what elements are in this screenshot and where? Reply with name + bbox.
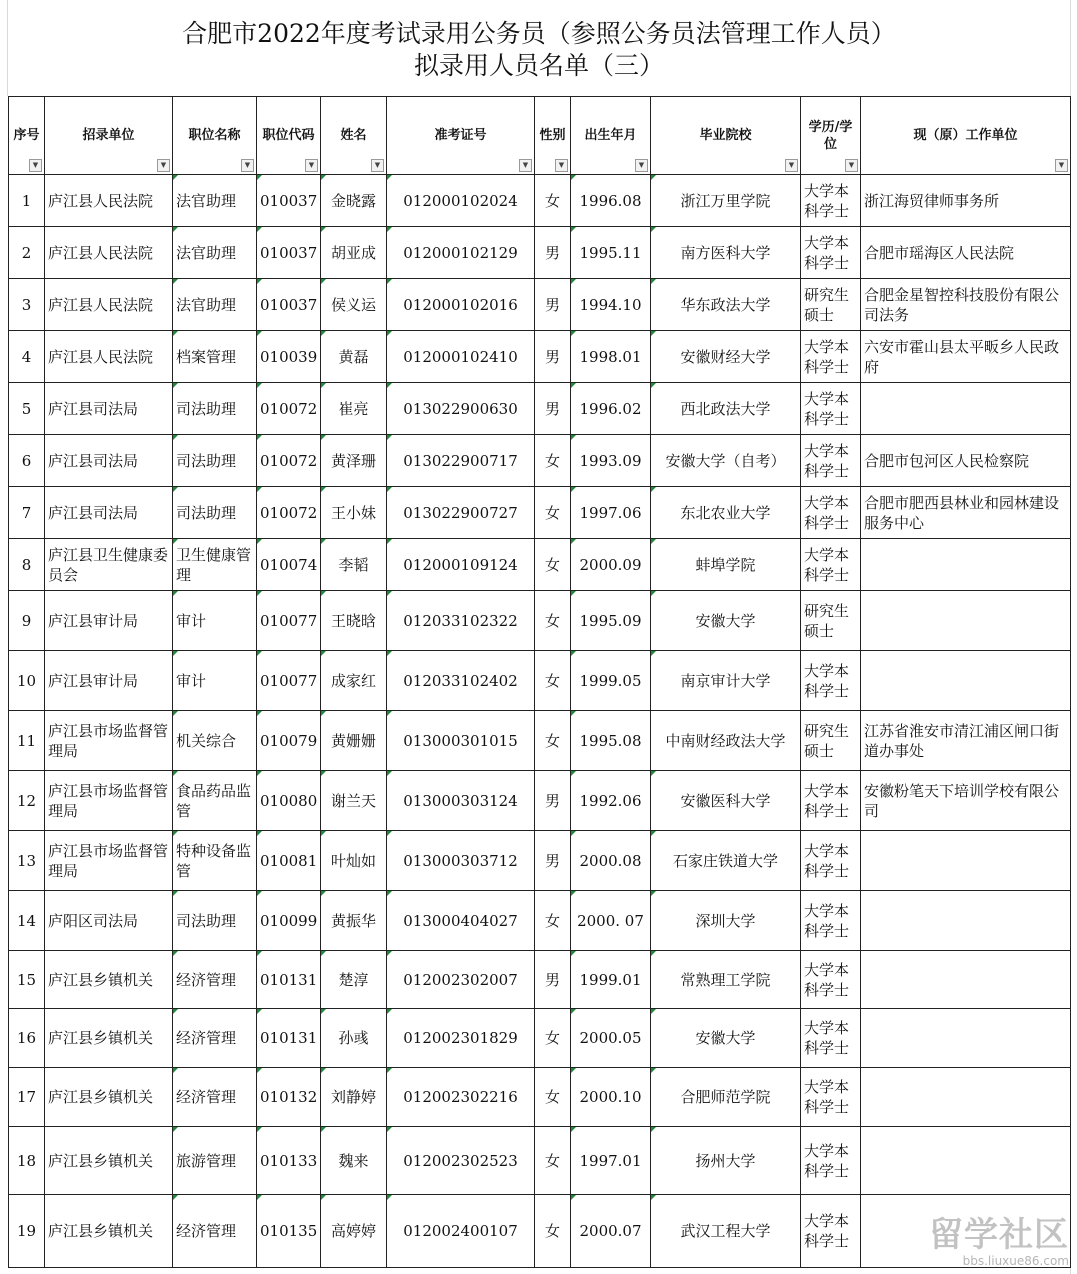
cell-degree: 大学本科学士 <box>801 1009 861 1068</box>
cell-index: 17 <box>9 1068 45 1127</box>
filter-dropdown-arrow-icon[interactable]: ▼ <box>519 159 532 172</box>
table-row <box>9 891 1071 951</box>
cell-name: 楚淳 <box>321 951 387 1009</box>
cell-birth: 1999.01 <box>571 951 651 1009</box>
cell-gender: 女 <box>535 1009 571 1068</box>
cell-position: 法官助理 <box>173 175 257 227</box>
cell-birth: 1992.06 <box>571 771 651 831</box>
table-row <box>9 227 1071 279</box>
cell-position: 档案管理 <box>173 331 257 383</box>
cell-workplace: 合肥市包河区人民检察院 <box>861 435 1071 487</box>
cell-gender: 男 <box>535 383 571 435</box>
table-row <box>9 651 1071 711</box>
cell-unit: 庐江县人民法院 <box>45 279 173 331</box>
cell-position: 法官助理 <box>173 227 257 279</box>
cell-degree: 大学本科学士 <box>801 831 861 891</box>
cell-index: 16 <box>9 1009 45 1068</box>
cell-position: 食品药品监管 <box>173 771 257 831</box>
table-row <box>9 771 1071 831</box>
cell-index: 10 <box>9 651 45 711</box>
cell-exam-id: 012000109124 <box>387 539 535 591</box>
cell-workplace <box>861 831 1071 891</box>
cell-workplace <box>861 591 1071 651</box>
cell-name: 孙彧 <box>321 1009 387 1068</box>
cell-exam-id: 012000102016 <box>387 279 535 331</box>
table-row <box>9 331 1071 383</box>
cell-degree: 大学本科学士 <box>801 891 861 951</box>
cell-school: 扬州大学 <box>651 1127 801 1195</box>
cell-gender: 男 <box>535 279 571 331</box>
cell-birth: 2000.09 <box>571 539 651 591</box>
cell-degree: 大学本科学士 <box>801 1068 861 1127</box>
cell-exam-id: 013000303124 <box>387 771 535 831</box>
cell-workplace: 江苏省淮安市清江浦区闸口街道办事处 <box>861 711 1071 771</box>
cell-gender: 女 <box>535 1127 571 1195</box>
filter-dropdown-arrow-icon[interactable]: ▼ <box>305 159 318 172</box>
header-row <box>9 97 1071 175</box>
table-row <box>9 175 1071 227</box>
cell-name: 叶灿如 <box>321 831 387 891</box>
cell-index: 5 <box>9 383 45 435</box>
cell-exam-id: 012000102024 <box>387 175 535 227</box>
cell-gender: 男 <box>535 831 571 891</box>
header-label: 学历/学位 <box>808 119 853 152</box>
cell-gender: 女 <box>535 487 571 539</box>
cell-name: 侯义运 <box>321 279 387 331</box>
cell-exam-id: 012000102410 <box>387 331 535 383</box>
cell-unit: 庐江县审计局 <box>45 591 173 651</box>
cell-gender: 女 <box>535 591 571 651</box>
header-label: 招录单位 <box>82 128 135 143</box>
cell-degree: 大学本科学士 <box>801 435 861 487</box>
cell-name: 胡亚成 <box>321 227 387 279</box>
cell-degree: 大学本科学士 <box>801 539 861 591</box>
cell-school: 武汉工程大学 <box>651 1195 801 1268</box>
cell-code: 010072 <box>257 487 321 539</box>
cell-index: 2 <box>9 227 45 279</box>
header-col-exam-id <box>387 97 535 175</box>
cell-birth: 1995.08 <box>571 711 651 771</box>
header-col-name <box>321 97 387 175</box>
cell-code: 010079 <box>257 711 321 771</box>
cell-unit: 庐江县人民法院 <box>45 331 173 383</box>
cell-name: 金晓露 <box>321 175 387 227</box>
cell-workplace: 安徽粉笔天下培训学校有限公司 <box>861 771 1071 831</box>
cell-code: 010131 <box>257 951 321 1009</box>
cell-school: 南方医科大学 <box>651 227 801 279</box>
cell-index: 11 <box>9 711 45 771</box>
cell-school: 安徽医科大学 <box>651 771 801 831</box>
cell-name: 李韬 <box>321 539 387 591</box>
cell-degree: 大学本科学士 <box>801 1195 861 1268</box>
cell-school: 石家庄铁道大学 <box>651 831 801 891</box>
cell-unit: 庐江县乡镇机关 <box>45 1068 173 1127</box>
table-row <box>9 951 1071 1009</box>
cell-school: 南京审计大学 <box>651 651 801 711</box>
header-col-unit <box>45 97 173 175</box>
title-line-2: 拟录用人员名单（三） <box>413 51 664 80</box>
cell-unit: 庐江县市场监督管理局 <box>45 771 173 831</box>
header-col-degree <box>801 97 861 175</box>
cell-birth: 1995.09 <box>571 591 651 651</box>
cell-school: 安徽大学（自考） <box>651 435 801 487</box>
header-col-index <box>9 97 45 175</box>
cell-gender: 男 <box>535 331 571 383</box>
cell-index: 13 <box>9 831 45 891</box>
cell-name: 谢兰天 <box>321 771 387 831</box>
cell-workplace: 六安市霍山县太平畈乡人民政府 <box>861 331 1071 383</box>
cell-workplace: 合肥市瑶海区人民法院 <box>861 227 1071 279</box>
cell-index: 4 <box>9 331 45 383</box>
cell-birth: 2000.10 <box>571 1068 651 1127</box>
cell-code: 010037 <box>257 279 321 331</box>
table-row <box>9 435 1071 487</box>
cell-name: 王小妹 <box>321 487 387 539</box>
cell-school: 浙江万里学院 <box>651 175 801 227</box>
cell-gender: 女 <box>535 711 571 771</box>
filter-dropdown-arrow-icon[interactable]: ▼ <box>371 159 384 172</box>
cell-gender: 女 <box>535 1195 571 1268</box>
cell-birth: 1995.11 <box>571 227 651 279</box>
cell-code: 010133 <box>257 1127 321 1195</box>
table-row <box>9 831 1071 891</box>
cell-exam-id: 013022900717 <box>387 435 535 487</box>
cell-birth: 2000. 07 <box>571 891 651 951</box>
header-label: 姓名 <box>340 128 367 143</box>
cell-school: 西北政法大学 <box>651 383 801 435</box>
cell-position: 旅游管理 <box>173 1127 257 1195</box>
cell-birth: 1993.09 <box>571 435 651 487</box>
cell-school: 常熟理工学院 <box>651 951 801 1009</box>
cell-workplace <box>861 891 1071 951</box>
cell-school: 安徽财经大学 <box>651 331 801 383</box>
cell-exam-id: 012033102322 <box>387 591 535 651</box>
header-label: 职位名称 <box>188 128 241 143</box>
cell-exam-id: 012033102402 <box>387 651 535 711</box>
table-row <box>9 1195 1071 1268</box>
cell-degree: 大学本科学士 <box>801 331 861 383</box>
cell-code: 010099 <box>257 891 321 951</box>
cell-code: 010074 <box>257 539 321 591</box>
cell-unit: 庐江县乡镇机关 <box>45 1195 173 1268</box>
cell-school: 中南财经政法大学 <box>651 711 801 771</box>
cell-birth: 1996.08 <box>571 175 651 227</box>
header-col-birth <box>571 97 651 175</box>
filter-dropdown-arrow-icon[interactable]: ▼ <box>1055 159 1068 172</box>
filter-dropdown-arrow-icon[interactable]: ▼ <box>241 159 254 172</box>
cell-exam-id: 012002302523 <box>387 1127 535 1195</box>
cell-position: 经济管理 <box>173 951 257 1009</box>
header-label: 毕业院校 <box>699 128 752 143</box>
cell-workplace <box>861 1068 1071 1127</box>
watermark-url: bbs.liuxue86.com <box>962 1254 1069 1268</box>
cell-workplace <box>861 383 1071 435</box>
cell-birth: 1997.01 <box>571 1127 651 1195</box>
cell-code: 010072 <box>257 435 321 487</box>
table-row <box>9 539 1071 591</box>
cell-degree: 研究生硕士 <box>801 711 861 771</box>
cell-birth: 2000.07 <box>571 1195 651 1268</box>
table-row <box>9 279 1071 331</box>
cell-birth: 1998.01 <box>571 331 651 383</box>
watermark <box>929 1216 1069 1268</box>
cell-school: 深圳大学 <box>651 891 801 951</box>
cell-index: 9 <box>9 591 45 651</box>
filter-dropdown-arrow-icon[interactable]: ▼ <box>635 159 648 172</box>
filter-dropdown-arrow-icon[interactable]: ▼ <box>29 159 42 172</box>
cell-name: 刘静婷 <box>321 1068 387 1127</box>
table-row <box>9 1009 1071 1068</box>
cell-degree: 研究生硕士 <box>801 591 861 651</box>
cell-degree: 大学本科学士 <box>801 175 861 227</box>
header-col-position <box>173 97 257 175</box>
cell-school: 东北农业大学 <box>651 487 801 539</box>
cell-workplace <box>861 1127 1071 1195</box>
cell-workplace <box>861 951 1071 1009</box>
cell-degree: 大学本科学士 <box>801 487 861 539</box>
cell-name: 魏来 <box>321 1127 387 1195</box>
cell-gender: 女 <box>535 435 571 487</box>
cell-workplace <box>861 539 1071 591</box>
cell-position: 卫生健康管理 <box>173 539 257 591</box>
cell-gender: 女 <box>535 539 571 591</box>
cell-degree: 大学本科学士 <box>801 951 861 1009</box>
cell-position: 审计 <box>173 591 257 651</box>
cell-index: 18 <box>9 1127 45 1195</box>
cell-unit: 庐阳区司法局 <box>45 891 173 951</box>
cell-position: 机关综合 <box>173 711 257 771</box>
cell-gender: 女 <box>535 891 571 951</box>
cell-index: 6 <box>9 435 45 487</box>
cell-degree: 大学本科学士 <box>801 771 861 831</box>
cell-school: 安徽大学 <box>651 1009 801 1068</box>
cell-exam-id: 013000301015 <box>387 711 535 771</box>
cell-birth: 2000.08 <box>571 831 651 891</box>
header-label: 序号 <box>13 128 40 143</box>
cell-code: 010081 <box>257 831 321 891</box>
cell-gender: 女 <box>535 1068 571 1127</box>
header-label: 性别 <box>539 128 566 143</box>
cell-code: 010037 <box>257 175 321 227</box>
cell-birth: 1996.02 <box>571 383 651 435</box>
cell-workplace <box>861 1009 1071 1068</box>
cell-name: 黄泽珊 <box>321 435 387 487</box>
cell-name: 崔亮 <box>321 383 387 435</box>
cell-birth: 2000.05 <box>571 1009 651 1068</box>
table-row <box>9 1127 1071 1195</box>
cell-code: 010131 <box>257 1009 321 1068</box>
cell-unit: 庐江县审计局 <box>45 651 173 711</box>
cell-position: 审计 <box>173 651 257 711</box>
cell-workplace: 浙江海贸律师事务所 <box>861 175 1071 227</box>
cell-exam-id: 013000303712 <box>387 831 535 891</box>
cell-position: 经济管理 <box>173 1195 257 1268</box>
cell-unit: 庐江县市场监督管理局 <box>45 831 173 891</box>
cell-workplace: 合肥市肥西县林业和园林建设服务中心 <box>861 487 1071 539</box>
cell-name: 王晓晗 <box>321 591 387 651</box>
cell-gender: 女 <box>535 651 571 711</box>
filter-dropdown-arrow-icon[interactable]: ▼ <box>555 159 568 172</box>
filter-dropdown-arrow-icon[interactable]: ▼ <box>785 159 798 172</box>
table-row <box>9 487 1071 539</box>
cell-code: 010037 <box>257 227 321 279</box>
cell-position: 法官助理 <box>173 279 257 331</box>
cell-name: 高婷婷 <box>321 1195 387 1268</box>
cell-code: 010077 <box>257 591 321 651</box>
cell-unit: 庐江县乡镇机关 <box>45 1009 173 1068</box>
cell-index: 1 <box>9 175 45 227</box>
cell-code: 010080 <box>257 771 321 831</box>
cell-unit: 庐江县卫生健康委员会 <box>45 539 173 591</box>
cell-name: 成家红 <box>321 651 387 711</box>
header-label: 现（原）工作单位 <box>913 128 1018 143</box>
cell-unit: 庐江县司法局 <box>45 487 173 539</box>
table-row <box>9 1068 1071 1127</box>
cell-degree: 大学本科学士 <box>801 383 861 435</box>
cell-exam-id: 013022900727 <box>387 487 535 539</box>
filter-dropdown-arrow-icon[interactable]: ▼ <box>157 159 170 172</box>
cell-position: 司法助理 <box>173 383 257 435</box>
cell-birth: 1994.10 <box>571 279 651 331</box>
table-body <box>9 175 1071 1268</box>
cell-name: 黄磊 <box>321 331 387 383</box>
cell-workplace: 合肥金星智控科技股份有限公司法务 <box>861 279 1071 331</box>
cell-unit: 庐江县市场监督管理局 <box>45 711 173 771</box>
cell-index: 7 <box>9 487 45 539</box>
cell-workplace <box>861 651 1071 711</box>
cell-unit: 庐江县乡镇机关 <box>45 1127 173 1195</box>
cell-index: 8 <box>9 539 45 591</box>
cell-exam-id: 012002302216 <box>387 1068 535 1127</box>
cell-gender: 男 <box>535 771 571 831</box>
cell-gender: 女 <box>535 175 571 227</box>
cell-birth: 1999.05 <box>571 651 651 711</box>
cell-position: 经济管理 <box>173 1009 257 1068</box>
cell-unit: 庐江县乡镇机关 <box>45 951 173 1009</box>
document-title <box>8 18 1070 82</box>
cell-position: 司法助理 <box>173 891 257 951</box>
table-row <box>9 383 1071 435</box>
cell-position: 经济管理 <box>173 1068 257 1127</box>
cell-exam-id: 012002400107 <box>387 1195 535 1268</box>
cell-index: 19 <box>9 1195 45 1268</box>
cell-position: 特种设备监管 <box>173 831 257 891</box>
header-label: 准考证号 <box>434 128 487 143</box>
cell-name: 黄振华 <box>321 891 387 951</box>
cell-index: 3 <box>9 279 45 331</box>
cell-exam-id: 012002301829 <box>387 1009 535 1068</box>
title-line-1: 合肥市2022年度考试录用公务员（参照公务员法管理工作人员） <box>182 19 896 48</box>
cell-school: 蚌埠学院 <box>651 539 801 591</box>
cell-code: 010135 <box>257 1195 321 1268</box>
cell-degree: 大学本科学士 <box>801 1127 861 1195</box>
header-col-workplace <box>861 97 1071 175</box>
table-row <box>9 711 1071 771</box>
cell-exam-id: 013000404027 <box>387 891 535 951</box>
cell-index: 14 <box>9 891 45 951</box>
header-label: 出生年月 <box>584 128 637 143</box>
table-row <box>9 591 1071 651</box>
cell-school: 安徽大学 <box>651 591 801 651</box>
cell-position: 司法助理 <box>173 487 257 539</box>
cell-exam-id: 012002302007 <box>387 951 535 1009</box>
cell-code: 010132 <box>257 1068 321 1127</box>
cell-degree: 大学本科学士 <box>801 651 861 711</box>
header-col-code <box>257 97 321 175</box>
candidate-table <box>8 96 1071 1268</box>
header-label: 职位代码 <box>262 128 315 143</box>
cell-name: 黄姗姗 <box>321 711 387 771</box>
watermark-brand: 留学社区 <box>929 1215 1069 1255</box>
cell-position: 司法助理 <box>173 435 257 487</box>
cell-exam-id: 012000102129 <box>387 227 535 279</box>
header-col-gender <box>535 97 571 175</box>
cell-code: 010039 <box>257 331 321 383</box>
cell-school: 合肥师范学院 <box>651 1068 801 1127</box>
cell-unit: 庐江县人民法院 <box>45 227 173 279</box>
filter-dropdown-arrow-icon[interactable]: ▼ <box>845 159 858 172</box>
cell-code: 010077 <box>257 651 321 711</box>
cell-degree: 大学本科学士 <box>801 227 861 279</box>
cell-unit: 庐江县司法局 <box>45 435 173 487</box>
cell-gender: 男 <box>535 227 571 279</box>
cell-unit: 庐江县人民法院 <box>45 175 173 227</box>
cell-exam-id: 013022900630 <box>387 383 535 435</box>
cell-degree: 研究生硕士 <box>801 279 861 331</box>
cell-code: 010072 <box>257 383 321 435</box>
cell-gender: 男 <box>535 951 571 1009</box>
cell-unit: 庐江县司法局 <box>45 383 173 435</box>
cell-index: 15 <box>9 951 45 1009</box>
cell-school: 华东政法大学 <box>651 279 801 331</box>
cell-birth: 1997.06 <box>571 487 651 539</box>
cell-index: 12 <box>9 771 45 831</box>
header-col-school <box>651 97 801 175</box>
